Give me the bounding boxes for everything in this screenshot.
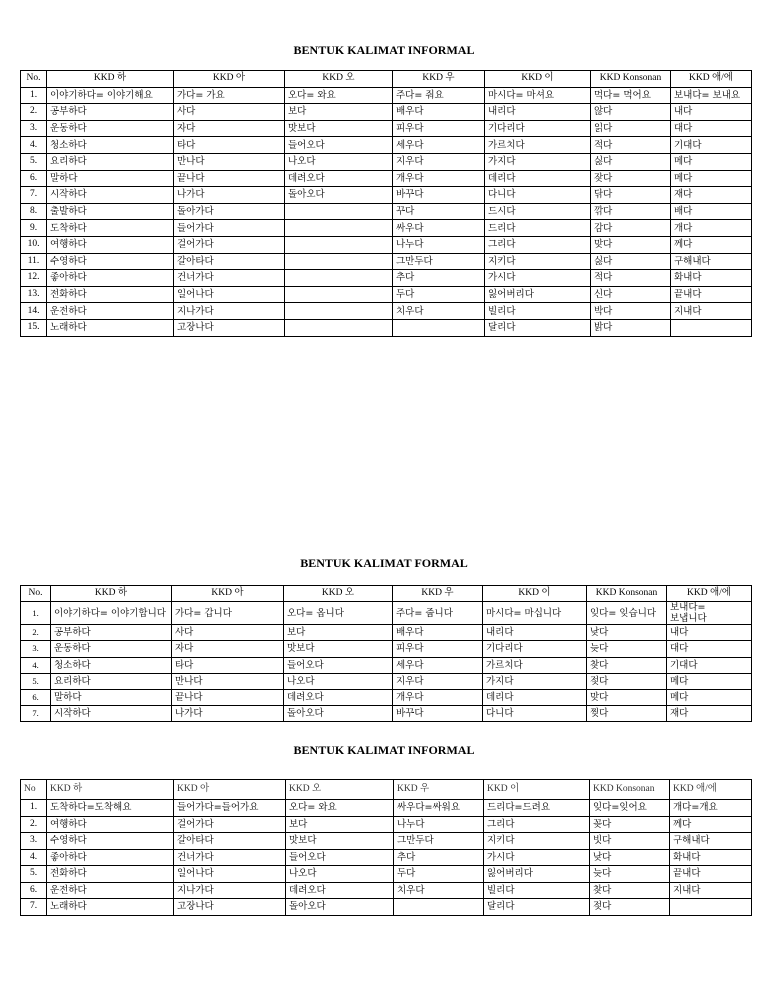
table-cell: 치우다 bbox=[393, 303, 485, 320]
table-cell: 오다= 와요 bbox=[286, 800, 394, 817]
table-cell: 그리다 bbox=[484, 816, 590, 833]
column-header: KKD 하 bbox=[47, 780, 174, 800]
table-cell: 나오다 bbox=[284, 673, 393, 689]
table-cell: 나누다 bbox=[394, 816, 484, 833]
table-cell: 건너가다 bbox=[174, 270, 285, 287]
table-cell: 타다 bbox=[174, 137, 285, 154]
table-cell: 들어오다 bbox=[286, 849, 394, 866]
row-number: 4. bbox=[21, 849, 47, 866]
table-cell: 자다 bbox=[174, 120, 285, 137]
row-number: 5. bbox=[21, 673, 51, 689]
table-cell: 가지다 bbox=[483, 673, 587, 689]
table-cell: 데려오다 bbox=[285, 170, 393, 187]
table-cell: 청소하다 bbox=[47, 137, 174, 154]
column-header: KKD 하 bbox=[51, 586, 172, 602]
table-cell: 공부하다 bbox=[51, 625, 172, 641]
row-number: 6. bbox=[21, 882, 47, 899]
table-cell: 걸어가다 bbox=[174, 236, 285, 253]
table-cell: 끝나다 bbox=[172, 689, 284, 705]
table-row bbox=[21, 706, 752, 722]
table-cell: 지우다 bbox=[393, 153, 485, 170]
row-number: 2. bbox=[21, 104, 47, 121]
table-cell: 빗다 bbox=[590, 833, 670, 850]
table-row bbox=[21, 120, 752, 137]
table-cell: 돌아오다 bbox=[285, 187, 393, 204]
informal-table-1 bbox=[20, 70, 752, 337]
row-number: 15. bbox=[21, 319, 47, 336]
table-cell: 세우다 bbox=[393, 657, 483, 673]
table-cell: 먹다= 먹어요 bbox=[591, 87, 671, 104]
table-cell: 읽다 bbox=[591, 120, 671, 137]
table-cell: 나오다 bbox=[286, 866, 394, 883]
row-number: 7. bbox=[21, 187, 47, 204]
table-cell: 찢다 bbox=[587, 706, 667, 722]
table-cell: 여행하다 bbox=[47, 236, 174, 253]
row-number: 4. bbox=[21, 137, 47, 154]
table-row bbox=[21, 87, 752, 104]
table-cell: 오다= 옵니다 bbox=[284, 602, 393, 625]
table-cell: 화내다 bbox=[671, 270, 752, 287]
table-cell: 지키다 bbox=[485, 253, 591, 270]
table-cell: 들어가다=들어가요 bbox=[174, 800, 286, 817]
table-cell: 시작하다 bbox=[47, 187, 174, 204]
table-cell: 찾다 bbox=[587, 657, 667, 673]
table-row bbox=[21, 236, 752, 253]
table-cell: 잦다 bbox=[591, 170, 671, 187]
table-cell: 출발하다 bbox=[47, 203, 174, 220]
table-cell: 공부하다 bbox=[47, 104, 174, 121]
table-cell: 노래하다 bbox=[47, 899, 174, 916]
table-cell bbox=[670, 899, 752, 916]
informal-table-2 bbox=[20, 779, 752, 916]
table-cell: 빌리다 bbox=[484, 882, 590, 899]
row-number: 5. bbox=[21, 866, 47, 883]
table-cell: 그만두다 bbox=[394, 833, 484, 850]
table-cell: 피우다 bbox=[393, 120, 485, 137]
table-cell: 잊다=잊어요 bbox=[590, 800, 670, 817]
table-cell: 수영하다 bbox=[47, 833, 174, 850]
row-number: 13. bbox=[21, 286, 47, 303]
table-cell: 운전하다 bbox=[47, 882, 174, 899]
table-cell: 메다 bbox=[667, 689, 752, 705]
column-header: KKD 애/에 bbox=[671, 71, 752, 88]
table-row bbox=[21, 602, 752, 625]
column-header: KKD 우 bbox=[394, 780, 484, 800]
table-cell: 달리다 bbox=[485, 319, 591, 336]
table-cell: 보다 bbox=[284, 625, 393, 641]
column-header: KKD 이 bbox=[484, 780, 590, 800]
table-cell: 않다 bbox=[591, 104, 671, 121]
table-cell: 바꾸다 bbox=[393, 706, 483, 722]
table-cell: 다니다 bbox=[485, 187, 591, 204]
table-row bbox=[21, 882, 752, 899]
table-cell: 화내다 bbox=[670, 849, 752, 866]
table-cell: 가르치다 bbox=[483, 657, 587, 673]
row-number: 7. bbox=[21, 706, 51, 722]
column-header: KKD 애/에 bbox=[667, 586, 752, 602]
table-cell: 기다리다 bbox=[485, 120, 591, 137]
table-cell: 말하다 bbox=[51, 689, 172, 705]
table-cell: 지키다 bbox=[484, 833, 590, 850]
table-cell: 피우다 bbox=[393, 641, 483, 657]
table-row bbox=[21, 286, 752, 303]
table-cell: 께다 bbox=[671, 236, 752, 253]
table-cell: 감다 bbox=[591, 220, 671, 237]
table-cell: 좋아하다 bbox=[47, 849, 174, 866]
table-cell: 재다 bbox=[671, 187, 752, 204]
table-cell: 늦다 bbox=[590, 866, 670, 883]
table-cell: 운전하다 bbox=[47, 303, 174, 320]
row-number: 5. bbox=[21, 153, 47, 170]
table-row bbox=[21, 153, 752, 170]
table-cell: 말하다 bbox=[47, 170, 174, 187]
table-cell: 메다 bbox=[671, 170, 752, 187]
table-cell: 지내다 bbox=[671, 303, 752, 320]
table-cell: 좋아하다 bbox=[47, 270, 174, 287]
table-cell: 세우다 bbox=[393, 137, 485, 154]
table-cell: 갈아타다 bbox=[174, 833, 286, 850]
table-cell: 기대다 bbox=[667, 657, 752, 673]
table-cell: 끝나다 bbox=[174, 170, 285, 187]
table-cell: 청소하다 bbox=[51, 657, 172, 673]
table-cell: 오다= 와요 bbox=[285, 87, 393, 104]
table-cell bbox=[285, 236, 393, 253]
table-cell: 싫다 bbox=[591, 253, 671, 270]
table-cell: 메다 bbox=[667, 673, 752, 689]
table-cell: 적다 bbox=[591, 137, 671, 154]
table-cell: 재다 bbox=[667, 706, 752, 722]
formal-table bbox=[20, 585, 752, 722]
table-cell: 들어오다 bbox=[284, 657, 393, 673]
table-cell: 사다 bbox=[174, 104, 285, 121]
table-cell: 데리다 bbox=[485, 170, 591, 187]
table-cell bbox=[285, 303, 393, 320]
table-cell: 닦다 bbox=[591, 187, 671, 204]
table-cell: 추다 bbox=[393, 270, 485, 287]
table-cell bbox=[285, 286, 393, 303]
table-row bbox=[21, 104, 752, 121]
table-cell: 대다 bbox=[671, 120, 752, 137]
table-row bbox=[21, 849, 752, 866]
table-cell: 일어나다 bbox=[174, 286, 285, 303]
table-cell: 가시다 bbox=[484, 849, 590, 866]
table-row bbox=[21, 303, 752, 320]
table-cell bbox=[285, 319, 393, 336]
column-header: KKD 애/에 bbox=[670, 780, 752, 800]
table-cell: 꾸다 bbox=[393, 203, 485, 220]
table-cell: 밝다 bbox=[591, 319, 671, 336]
table-cell: 추다 bbox=[394, 849, 484, 866]
header-row bbox=[21, 780, 752, 800]
table-cell bbox=[393, 319, 485, 336]
table-cell: 젖다 bbox=[587, 673, 667, 689]
table-cell: 바꾸다 bbox=[393, 187, 485, 204]
section2-title: BENTUK KALIMAT FORMAL bbox=[300, 556, 468, 570]
table-cell: 기대다 bbox=[671, 137, 752, 154]
row-number: 10. bbox=[21, 236, 47, 253]
table-cell: 가다= 갑니다 bbox=[172, 602, 284, 625]
table-cell: 배우다 bbox=[393, 104, 485, 121]
table-cell: 치우다 bbox=[394, 882, 484, 899]
table-cell: 맛보다 bbox=[286, 833, 394, 850]
table-cell: 마시다= 마셔요 bbox=[485, 87, 591, 104]
table-cell: 시작하다 bbox=[51, 706, 172, 722]
row-number: 2. bbox=[21, 625, 51, 641]
table-cell: 나가다 bbox=[174, 187, 285, 204]
table-cell: 드리다=드려요 bbox=[484, 800, 590, 817]
table-cell: 낮다 bbox=[590, 849, 670, 866]
column-header-no: No. bbox=[21, 71, 47, 88]
table-cell: 타다 bbox=[172, 657, 284, 673]
table-cell: 지우다 bbox=[393, 673, 483, 689]
table-cell: 잃어버리다 bbox=[484, 866, 590, 883]
table-cell: 젖다 bbox=[590, 899, 670, 916]
table-row bbox=[21, 641, 752, 657]
table-row bbox=[21, 270, 752, 287]
table-cell: 운동하다 bbox=[47, 120, 174, 137]
table-cell: 도착하다 bbox=[47, 220, 174, 237]
table-cell: 개우다 bbox=[393, 689, 483, 705]
table-row bbox=[21, 657, 752, 673]
table-cell: 맞다 bbox=[591, 236, 671, 253]
table-cell: 맛보다 bbox=[285, 120, 393, 137]
table-cell: 전화하다 bbox=[47, 866, 174, 883]
column-header: KKD 우 bbox=[393, 71, 485, 88]
table-cell bbox=[285, 203, 393, 220]
column-header: KKD Konsonan bbox=[587, 586, 667, 602]
table-cell: 께다 bbox=[670, 816, 752, 833]
column-header: KKD Konsonan bbox=[590, 780, 670, 800]
table-cell: 나오다 bbox=[285, 153, 393, 170]
table-cell: 데려오다 bbox=[286, 882, 394, 899]
table-row bbox=[21, 689, 752, 705]
table-cell: 나가다 bbox=[172, 706, 284, 722]
table-cell: 두다 bbox=[393, 286, 485, 303]
table-cell: 돌아오다 bbox=[286, 899, 394, 916]
column-header: KKD 아 bbox=[174, 71, 285, 88]
column-header: KKD 이 bbox=[485, 71, 591, 88]
table-cell: 돌아오다 bbox=[284, 706, 393, 722]
table-cell: 가다= 가요 bbox=[174, 87, 285, 104]
table-cell: 끝내다 bbox=[670, 866, 752, 883]
table-cell: 늦다 bbox=[587, 641, 667, 657]
table-cell: 싫다 bbox=[591, 153, 671, 170]
table-cell: 보내다= 보내요 bbox=[671, 87, 752, 104]
table-cell: 싸우다 bbox=[393, 220, 485, 237]
table-cell: 드리다 bbox=[485, 220, 591, 237]
table-cell: 꽂다 bbox=[590, 816, 670, 833]
table-row bbox=[21, 673, 752, 689]
section3-title: BENTUK KALIMAT INFORMAL bbox=[293, 743, 475, 757]
row-number: 8. bbox=[21, 203, 47, 220]
table-row bbox=[21, 253, 752, 270]
table-row bbox=[21, 866, 752, 883]
table-cell bbox=[285, 253, 393, 270]
table-cell: 가르치다 bbox=[485, 137, 591, 154]
table-cell: 신다 bbox=[591, 286, 671, 303]
table-cell: 지나가다 bbox=[174, 882, 286, 899]
table-row bbox=[21, 170, 752, 187]
table-cell: 주다= 줍니다 bbox=[393, 602, 483, 625]
table-cell: 맞다 bbox=[587, 689, 667, 705]
table-cell: 전화하다 bbox=[47, 286, 174, 303]
table-cell bbox=[394, 899, 484, 916]
table-cell: 지나가다 bbox=[174, 303, 285, 320]
table-cell: 지내다 bbox=[670, 882, 752, 899]
table-cell: 내리다 bbox=[485, 104, 591, 121]
column-header-no: No bbox=[21, 780, 47, 800]
column-header-no: No. bbox=[21, 586, 51, 602]
table-cell: 가시다 bbox=[485, 270, 591, 287]
table-cell: 건너가다 bbox=[174, 849, 286, 866]
table-cell bbox=[671, 319, 752, 336]
table-cell: 그만두다 bbox=[393, 253, 485, 270]
section1-title: BENTUK KALIMAT INFORMAL bbox=[293, 43, 475, 57]
table-cell: 배우다 bbox=[393, 625, 483, 641]
table-cell: 개우다 bbox=[393, 170, 485, 187]
table-cell: 그리다 bbox=[485, 236, 591, 253]
column-header: KKD 하 bbox=[47, 71, 174, 88]
table-cell: 개다 bbox=[671, 220, 752, 237]
table-row bbox=[21, 833, 752, 850]
row-number: 14. bbox=[21, 303, 47, 320]
table-cell: 사다 bbox=[172, 625, 284, 641]
table-cell: 잃어버리다 bbox=[485, 286, 591, 303]
row-number: 9. bbox=[21, 220, 47, 237]
table-cell: 여행하다 bbox=[47, 816, 174, 833]
table-row bbox=[21, 800, 752, 817]
row-number: 1. bbox=[21, 87, 47, 104]
column-header: KKD 오 bbox=[284, 586, 393, 602]
table-cell: 일어나다 bbox=[174, 866, 286, 883]
table-cell: 다니다 bbox=[483, 706, 587, 722]
table-row bbox=[21, 319, 752, 336]
table-cell bbox=[285, 270, 393, 287]
table-cell: 찾다 bbox=[590, 882, 670, 899]
table-cell: 보다 bbox=[285, 104, 393, 121]
table-cell: 메다 bbox=[671, 153, 752, 170]
table-cell: 개다=개요 bbox=[670, 800, 752, 817]
table-row bbox=[21, 816, 752, 833]
table-row bbox=[21, 899, 752, 916]
table-cell: 대다 bbox=[667, 641, 752, 657]
row-number: 7. bbox=[21, 899, 47, 916]
table-cell: 싸우다=싸워요 bbox=[394, 800, 484, 817]
column-header: KKD 오 bbox=[286, 780, 394, 800]
table-cell: 끝내다 bbox=[671, 286, 752, 303]
table-cell: 마시다= 마십니다 bbox=[483, 602, 587, 625]
table-cell: 가지다 bbox=[485, 153, 591, 170]
table-cell: 달리다 bbox=[484, 899, 590, 916]
table-cell: 요리하다 bbox=[47, 153, 174, 170]
row-number: 1. bbox=[21, 602, 51, 625]
row-number: 6. bbox=[21, 170, 47, 187]
header-row bbox=[21, 586, 752, 602]
row-number: 6. bbox=[21, 689, 51, 705]
table-cell: 만나다 bbox=[174, 153, 285, 170]
row-number: 1. bbox=[21, 800, 47, 817]
table-cell: 운동하다 bbox=[51, 641, 172, 657]
column-header: KKD 아 bbox=[174, 780, 286, 800]
table-cell: 만나다 bbox=[172, 673, 284, 689]
table-cell: 들어오다 bbox=[285, 137, 393, 154]
table-row bbox=[21, 137, 752, 154]
column-header: KKD 이 bbox=[483, 586, 587, 602]
column-header: KKD Konsonan bbox=[591, 71, 671, 88]
table-cell: 적다 bbox=[591, 270, 671, 287]
table-cell: 요리하다 bbox=[51, 673, 172, 689]
table-cell: 두다 bbox=[394, 866, 484, 883]
table-cell: 맛보다 bbox=[284, 641, 393, 657]
table-cell: 수영하다 bbox=[47, 253, 174, 270]
table-row bbox=[21, 220, 752, 237]
row-number: 4. bbox=[21, 657, 51, 673]
row-number: 3. bbox=[21, 641, 51, 657]
table-cell: 이야기하다= 이야기합니다 bbox=[51, 602, 172, 625]
table-cell bbox=[285, 220, 393, 237]
table-cell: 기다리다 bbox=[483, 641, 587, 657]
table-row bbox=[21, 203, 752, 220]
row-number: 11. bbox=[21, 253, 47, 270]
table-cell: 구해내다 bbox=[670, 833, 752, 850]
table-cell: 돌아가다 bbox=[174, 203, 285, 220]
table-cell: 나누다 bbox=[393, 236, 485, 253]
table-cell: 도착하다=도착해요 bbox=[47, 800, 174, 817]
table-cell: 데리다 bbox=[483, 689, 587, 705]
table-cell: 자다 bbox=[172, 641, 284, 657]
table-cell: 고장나다 bbox=[174, 319, 285, 336]
table-cell: 걸어가다 bbox=[174, 816, 286, 833]
table-cell: 내다 bbox=[671, 104, 752, 121]
table-cell: 내리다 bbox=[483, 625, 587, 641]
row-number: 3. bbox=[21, 833, 47, 850]
table-cell: 구해내다 bbox=[671, 253, 752, 270]
table-row bbox=[21, 625, 752, 641]
table-cell: 배다 bbox=[671, 203, 752, 220]
table-row bbox=[21, 187, 752, 204]
table-cell: 고장나다 bbox=[174, 899, 286, 916]
table-cell: 깎다 bbox=[591, 203, 671, 220]
table-cell: 보다 bbox=[286, 816, 394, 833]
row-number: 3. bbox=[21, 120, 47, 137]
table-cell: 낮다 bbox=[587, 625, 667, 641]
column-header: KKD 우 bbox=[393, 586, 483, 602]
table-cell: 내다 bbox=[667, 625, 752, 641]
table-cell: 보내다= 보냅니다 bbox=[667, 602, 752, 625]
table-cell: 드시다 bbox=[485, 203, 591, 220]
table-cell: 박다 bbox=[591, 303, 671, 320]
column-header: KKD 아 bbox=[172, 586, 284, 602]
row-number: 2. bbox=[21, 816, 47, 833]
table-cell: 노래하다 bbox=[47, 319, 174, 336]
column-header: KKD 오 bbox=[285, 71, 393, 88]
table-cell: 들어가다 bbox=[174, 220, 285, 237]
row-number: 12. bbox=[21, 270, 47, 287]
table-cell: 빌리다 bbox=[485, 303, 591, 320]
table-cell: 잊다= 잊습니다 bbox=[587, 602, 667, 625]
table-cell: 데려오다 bbox=[284, 689, 393, 705]
table-cell: 갈아타다 bbox=[174, 253, 285, 270]
table-cell: 주다= 줘요 bbox=[393, 87, 485, 104]
header-row bbox=[21, 71, 752, 88]
table-cell: 이야기하다= 이야기해요 bbox=[47, 87, 174, 104]
